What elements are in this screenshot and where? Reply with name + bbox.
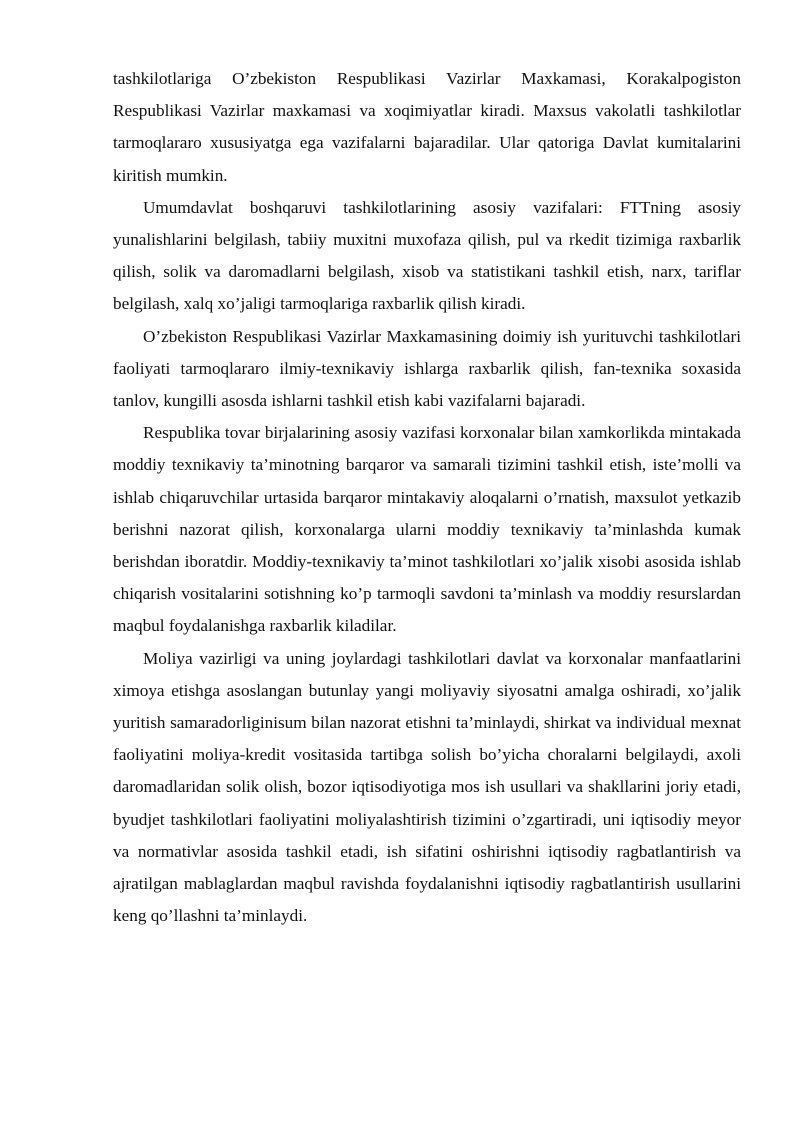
paragraph-4: Respublika tovar birjalarining asosiy vazifasi korxonalar bilan xamkorlikda mintakada moddiy texnikaviy ta’minotning barqaror va samarali tizimini tashkil etish, iste’molli va ishlab chiqaruvchilar urtasida barqaror mintakaviy aloqalarni o’rnatish, maxsulot yetkazib berishni nazorat qilish, korxonalarga ularni moddiy texnikaviy ta’minlashda kumak berishdan iboratdir. Moddiy-texnikaviy ta’minot tashkilotlari xo’jalik xisobi asosida ishlab chiqarish vositalarini sotishning ko’p tarmoqli savdoni ta’minlash va moddiy resurslardan maqbul foydalanishga raxbarlik kiladilar. (113, 423, 741, 636)
document-page (113, 63, 741, 932)
paragraph-3: O’zbekiston Respublikasi Vazirlar Maxkamasining doimiy ish yurituvchi tashkilotlari faoliyati tarmoqlararo ilmiy-texnikaviy ishlarga raxbarlik qilish, fan-texnika soxasida tanlov, kungilli asosda ishlarni tashkil etish kabi vazifalarni bajaradi. (113, 326, 741, 411)
paragraph-2: Umumdavlat boshqaruvi tashkilotlarining asosiy vazifalari: FTTning asosiy yunalishlarini belgilash, tabiiy muxitni muxofaza qilish, pul va rkedit tizimiga raxbarlik qilish, solik va daromadlarni belgilash, xisob va statistikani tashkil etish, narx, tariflar belgilash, xalq xo’jaligi tarmoqlariga raxbarlik qilish kiradi. (113, 197, 741, 314)
paragraph-1: tashkilotlariga O’zbekiston Respublikasi Vazirlar Maxkamasi, Korakalpogiston Respublikasi Vazirlar maxkamasi va xoqimiyatlar kiradi. Maxsus vakolatli tashkilotlar tarmoqlararo xususiyatga ega vazifalarni bajaradilar. Ular qatoriga Davlat kumitalarini kiritish mumkin. (113, 69, 741, 185)
paragraph-5: Moliya vazirligi va uning joylardagi tashkilotlari davlat va korxonalar manfaatlarini ximoya etishga asoslangan butunlay yangi moliyaviy siyosatni amalga oshiradi, xo’jalik yuritish samaradorliginisum bilan nazorat etishni ta’minlaydi, shirkat va individual mexnat faoliyatini moliya-kredit vositasida tartibga solish bo’yicha choralarni belgilaydi, axoli daromadlaridan solik olish, bozor iqtisodiyotiga mos ish usullari va shakllarini joriy etadi, byudjet tashkilotlari faoliyatini moliyalashtirish tizimini o’zgartiradi, uni iqtisodiy meyor va normativlar asosida tashkil etadi, ish sifatini oshirishni iqtisodiy ragbatlantirish va ajratilgan mablaglardan maqbul ravishda foydalanishni iqtisodiy ragbatlantirish usullarini keng qo’llashni ta’minlaydi. (113, 648, 741, 926)
